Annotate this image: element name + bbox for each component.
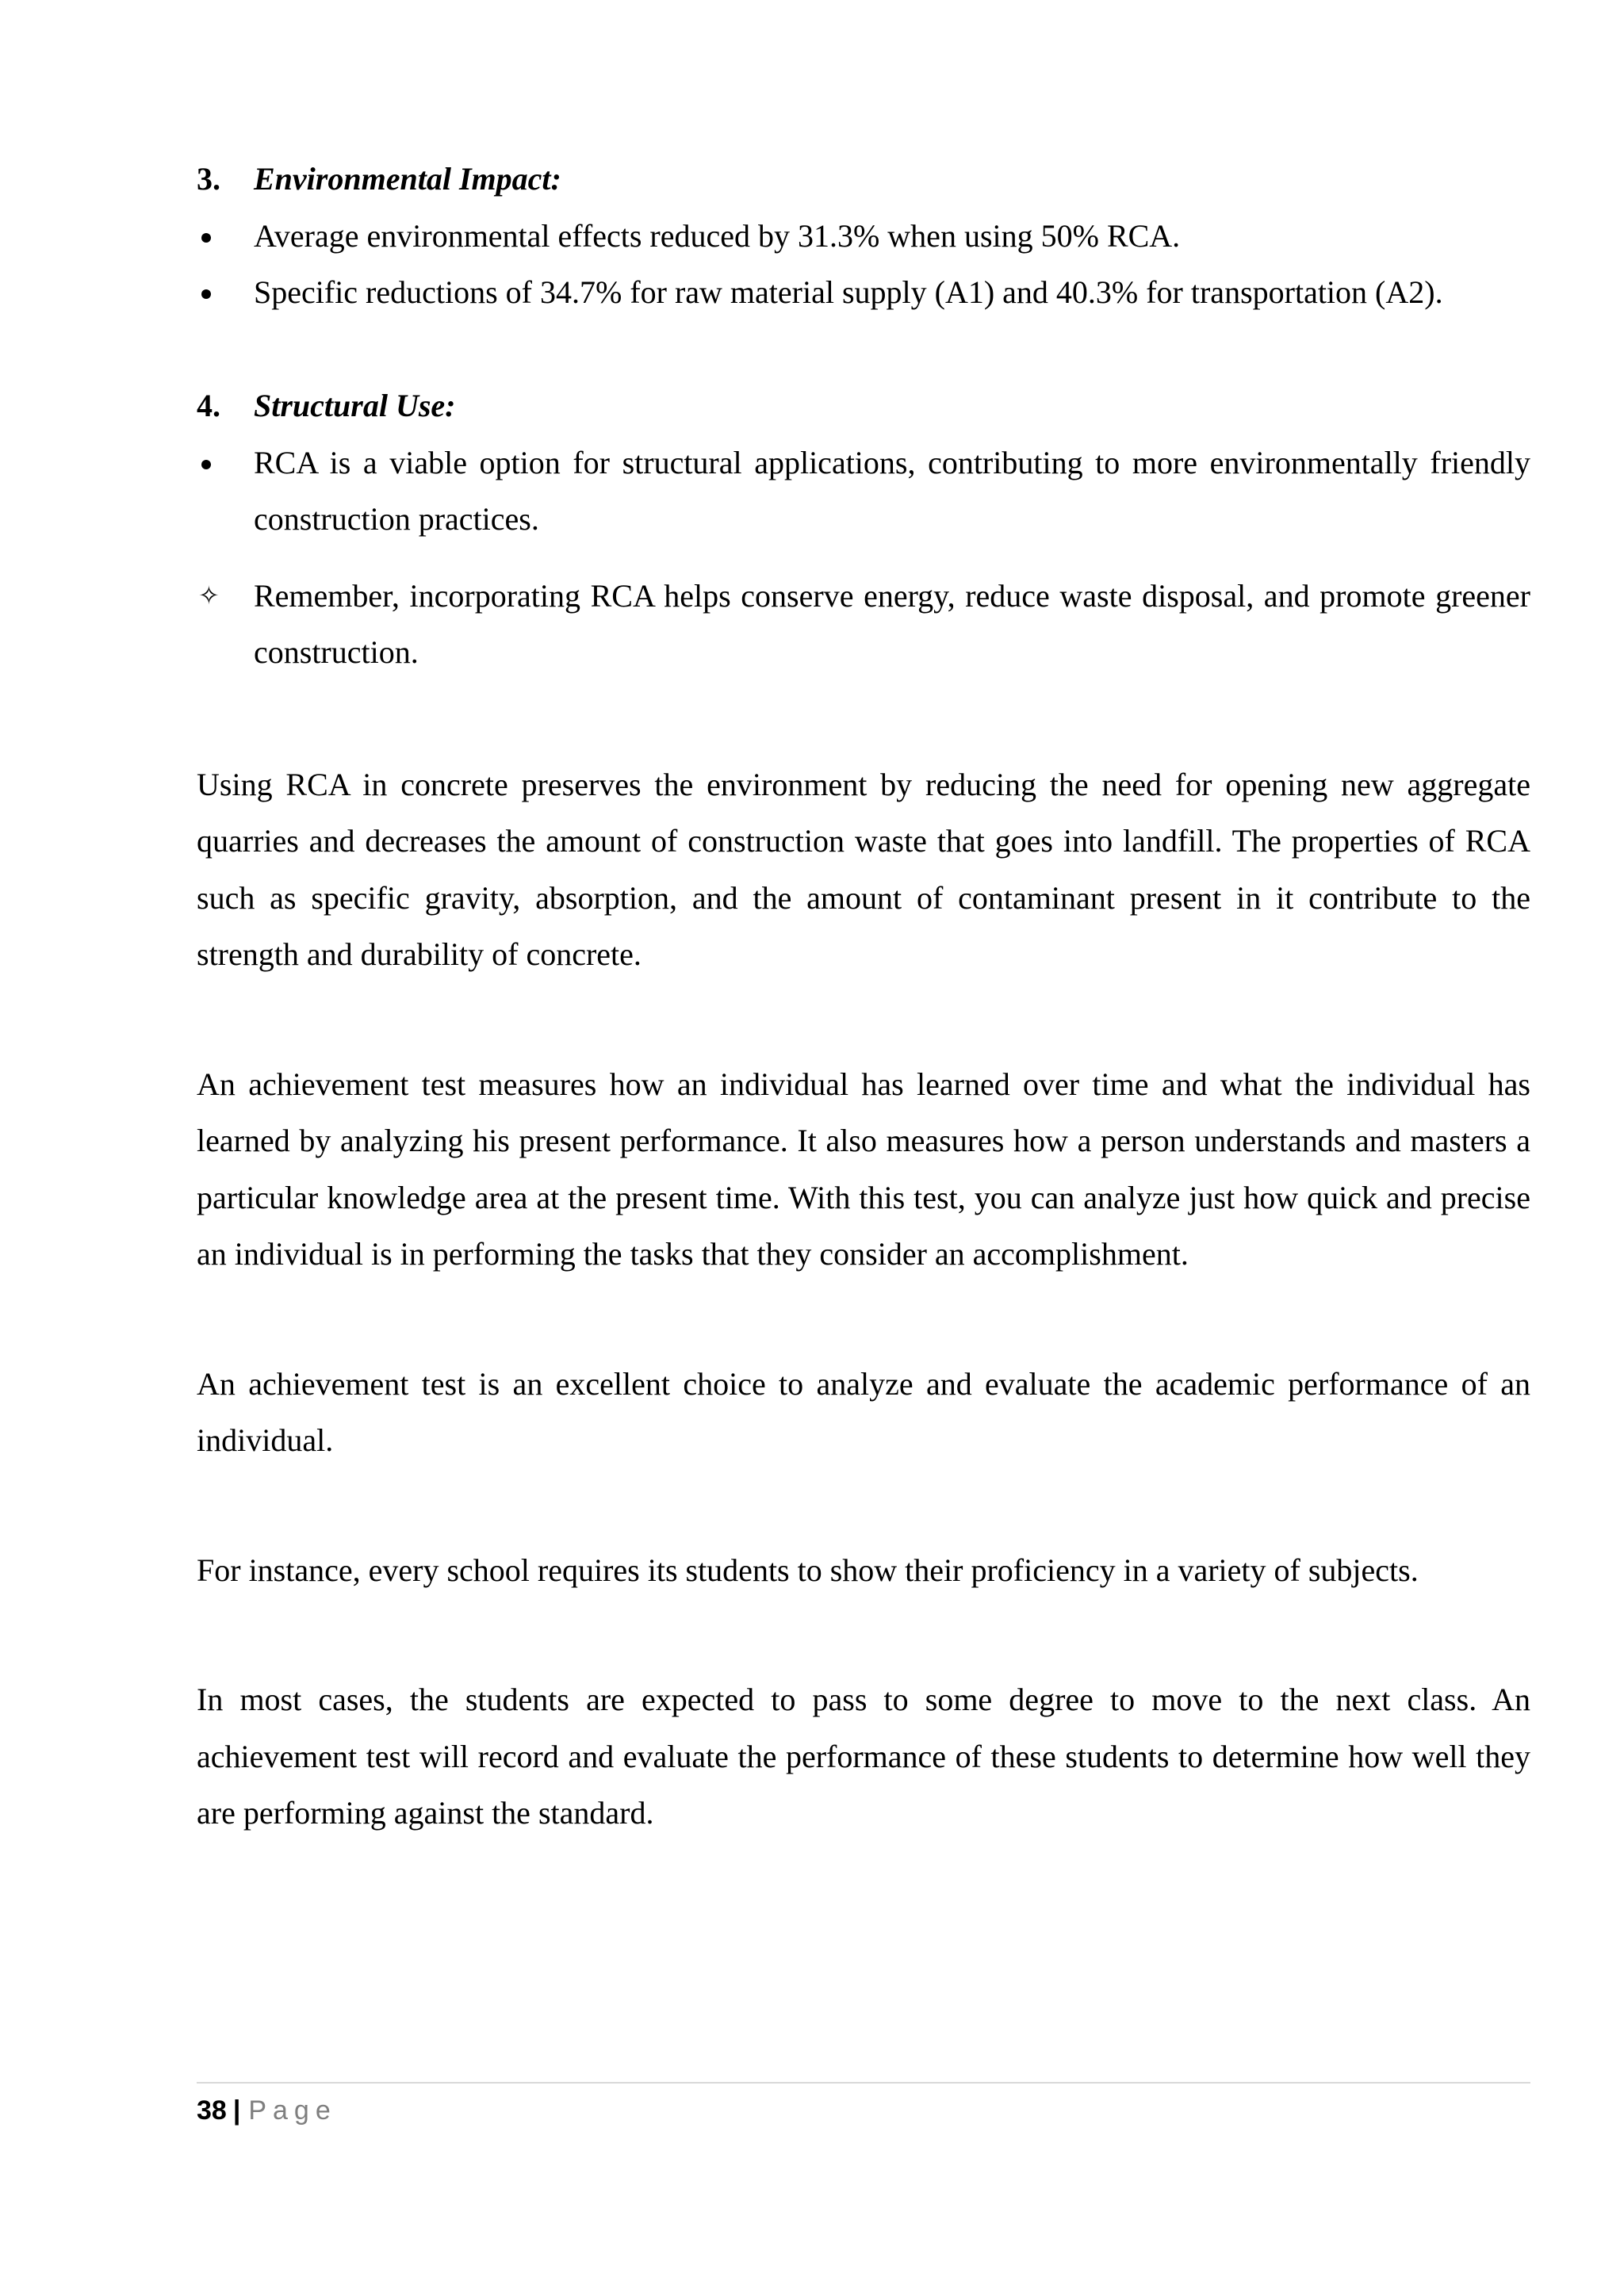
list-item	[197, 264, 1530, 321]
section-3-title: Environmental Impact:	[254, 161, 561, 197]
section-4-title: Structural Use:	[254, 388, 456, 423]
page-number: 38	[197, 2095, 227, 2126]
note-text: Remember, incorporating RCA helps conserve energy, reduce waste disposal, and promote greener construction.	[254, 577, 1530, 670]
note-item	[197, 568, 1530, 681]
bullet-text: Specific reductions of 34.7% for raw material supply (A1) and 40.3% for transportation (A2).	[254, 274, 1443, 310]
section-4-heading	[197, 377, 1530, 434]
bullet-icon	[197, 434, 254, 492]
four-pointed-star-icon: ✧	[198, 580, 220, 610]
bullet-icon	[197, 208, 254, 265]
paragraph-academic-performance: An achievement test is an excellent choice to analyze and evaluate the academic performance of an individual.	[197, 1365, 1530, 1458]
paragraph-next-class: In most cases, the students are expected to pass to some degree to move to the next class. An achievement test will record and evaluate the performance of these students to determine how well they are performing against the standard.	[197, 1682, 1530, 1831]
bullet-text: Average environmental effects reduced by 31.3% when using 50% RCA.	[254, 217, 1181, 254]
footer-divider	[197, 2082, 1530, 2084]
paragraph-rca: Using RCA in concrete preserves the environment by reducing the need for opening new aggregate quarries and decreases the amount of construction waste that goes into landfill. The properties of RCA such as specific gravity, absorption, and the amount of contaminant present in it contribute to the strength and durability of concrete.	[197, 766, 1530, 972]
section-4-number: 4.	[197, 388, 220, 423]
page-content	[197, 151, 1530, 1842]
page-label: Page	[248, 2095, 337, 2126]
section-3-number: 3.	[197, 161, 220, 197]
section-3-heading	[197, 151, 1530, 208]
bullet-text: RCA is a viable option for structural applications, contributing to more environmentally friendly construction practices.	[254, 444, 1530, 537]
page-footer	[197, 2091, 337, 2130]
paragraph-achievement-test: An achievement test measures how an individual has learned over time and what the individual has learned by analyzing his present performance. It also measures how a person understands and masters a particular knowledge area at the present time. With this test, you can analyze just how quick and precise an individual is in performing the tasks that they consider an accomplishment.	[197, 1066, 1530, 1272]
list-item	[197, 208, 1530, 265]
bullet-icon	[197, 264, 254, 321]
footer-separator: |	[232, 2095, 241, 2126]
paragraph-school-example: For instance, every school requires its students to show their proficiency in a variety of subjects.	[197, 1552, 1419, 1588]
list-item	[197, 434, 1530, 548]
